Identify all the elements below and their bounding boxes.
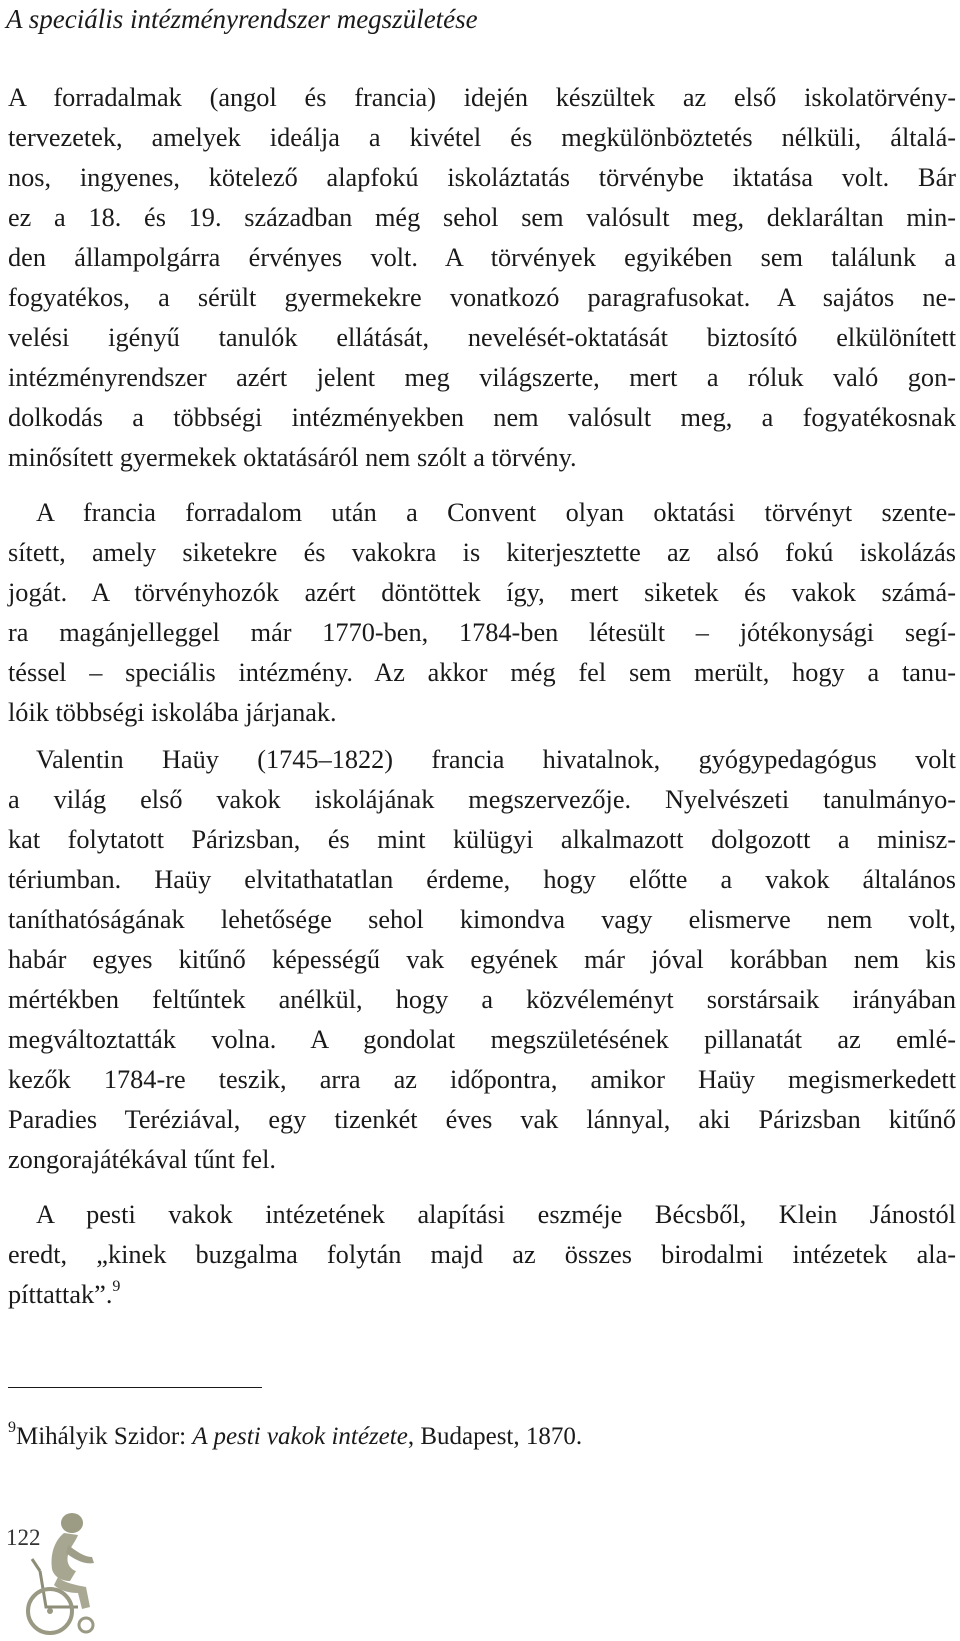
body-line: habár egyes kitűnő képességű vak egyének már jóval korábban nem kis xyxy=(8,945,956,974)
footnote-reference[interactable]: 9 xyxy=(112,1278,121,1295)
body-line: megváltoztatták volna. A gondolat megszületésének pillanatát az emlé- xyxy=(8,1025,956,1054)
body-line-text: píttattak”. xyxy=(8,1280,113,1309)
footnote-author: Mihályik Szidor: xyxy=(16,1423,193,1450)
body-line: A pesti vakok intézetének alapítási eszméje Bécsből, Klein Jánostól xyxy=(36,1200,956,1229)
footnote-title: A pesti vakok intézete xyxy=(192,1423,408,1450)
body-line: Paradies Teréziával, egy tizenkét éves vak lánnyal, aki Párizsban kitűnő xyxy=(8,1105,956,1134)
body-line: tériumban. Haüy elvitathatatlan érdeme, hogy előtte a vakok általános xyxy=(8,865,956,894)
body-line: mértékben feltűntek anélkül, hogy a közvéleményt sorstársaik irányában xyxy=(8,985,956,1014)
body-line: Valentin Haüy (1745–1822) francia hivatalnok, gyógypedagógus volt xyxy=(36,745,956,774)
footnote-divider xyxy=(8,1387,262,1388)
body-line: intézményrendszer azért jelent meg világszerte, mert a róluk való gon- xyxy=(8,363,956,392)
body-line: fogyatékos, a sérült gyermekekre vonatkozó paragrafusokat. A sajátos ne- xyxy=(8,283,956,312)
body-line: dolkodás a többségi intézményekben nem valósult meg, a fogyatékosnak xyxy=(8,403,956,432)
body-line: taníthatóságának lehetősége sehol kimondva vagy elismerve nem volt, xyxy=(8,905,956,934)
body-line-with-footnote-ref xyxy=(8,1275,956,1315)
body-line: ez a 18. és 19. században még sehol sem valósult meg, deklaráltan min- xyxy=(8,203,956,232)
body-line: A francia forradalom után a Convent olyan oktatási törvényt szente- xyxy=(36,498,956,527)
body-line: téssel – speciális intézmény. Az akkor még fel sem merült, hogy a tanu- xyxy=(8,658,956,687)
body-line: den állampolgárra érvényes volt. A törvények egyikében sem találunk a xyxy=(8,243,956,272)
body-line: minősített gyermekek oktatásáról nem szólt a törvény. xyxy=(8,443,577,472)
body-line: lóik többségi iskolába járjanak. xyxy=(8,698,337,727)
body-line: zongorajátékával tűnt fel. xyxy=(8,1145,276,1174)
body-line: nos, ingyenes, kötelező alapfokú iskoláztatás törvénybe iktatása volt. Bár xyxy=(8,163,956,192)
page-number: 122 xyxy=(6,1525,41,1550)
body-line: ra magánjelleggel már 1770-ben, 1784-ben létesült – jótékonysági segí- xyxy=(8,618,956,647)
body-line: kezők 1784-re teszik, arra az időpontra, amikor Haüy megismerkedett xyxy=(8,1065,956,1094)
footnote-rest: , Budapest, 1870. xyxy=(407,1423,583,1450)
body-line: A forradalmak (angol és francia) idején készültek az első iskolatörvény- xyxy=(8,83,956,112)
body-line: jogát. A törvényhozók azért döntöttek így, mert siketek és vakok számá- xyxy=(8,578,956,607)
body-line: a világ első vakok iskolájának megszervezője. Nyelvészeti tanulmányo- xyxy=(8,785,956,814)
body-line: kat folytatott Párizsban, és mint külügyi alkalmazott dolgozott a minisz- xyxy=(8,825,956,854)
footnote xyxy=(8,1420,582,1454)
body-line: eredt, „kinek buzgalma folytán majd az összes birodalmi intézetek ala- xyxy=(8,1240,956,1269)
section-heading: A speciális intézményrendszer megszületése xyxy=(6,4,478,34)
body-line: tervezetek, amelyek ideálja a kivétel és megkülönböztetés nélküli, általá- xyxy=(8,123,956,152)
footnote-number: 9 xyxy=(8,1419,16,1436)
body-line: velési igényű tanulók ellátását, nevelését-oktatását biztosító elkülönített xyxy=(8,323,956,352)
body-line: sített, amely siketekre és vakokra is kiterjesztette az alsó fokú iskolázás xyxy=(8,538,956,567)
